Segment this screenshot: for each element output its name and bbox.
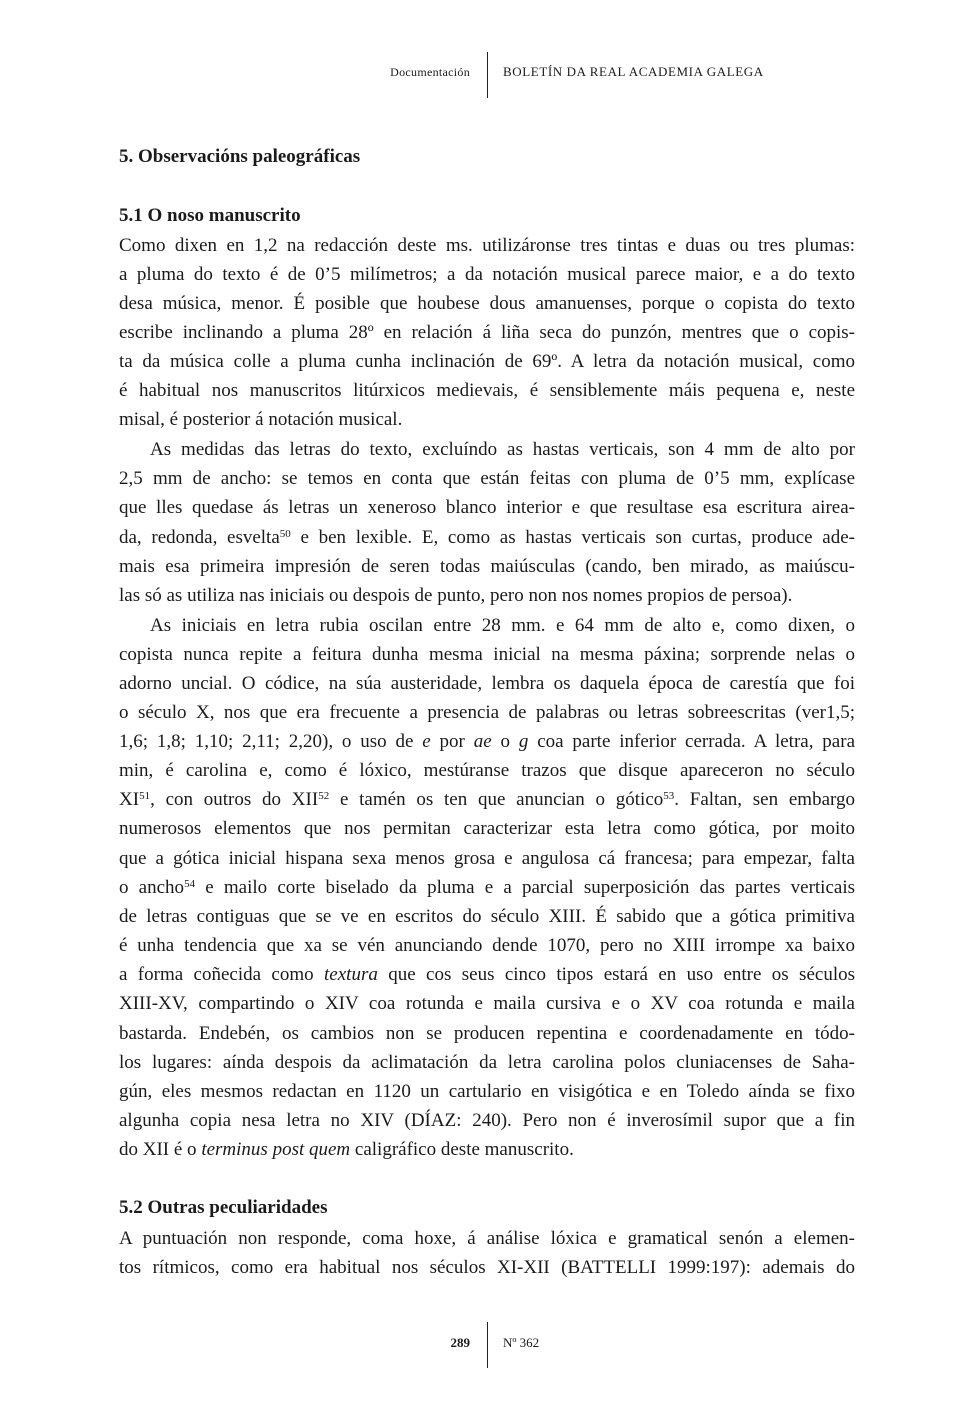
text-line (119, 351, 855, 373)
subsection-heading-5-1: 5.1 O noso manuscrito (119, 205, 301, 226)
text-segment: As medidas das letras do texto, excluíndo as hastas verticais, son 4 mm de alto por (150, 439, 855, 460)
italic-text: terminus post quem (201, 1139, 351, 1160)
text-segment: a forma coñecida como (119, 964, 325, 985)
text-segment: o ancho (119, 877, 185, 898)
text-segment: que a gótica inicial hispana sexa menos grosa e angulosa cá francesa; para empezar, falta (119, 848, 855, 869)
text-line (119, 935, 855, 957)
footnote-ref: 53 (663, 790, 675, 802)
text-line (119, 789, 855, 811)
text-segment: numerosos elementos que nos permitan caracterizar esta letra como gótica, por moito (119, 818, 855, 839)
text-segment: los lugares: aínda despois da aclimatación da letra carolina polos cluniacenses de Saha- (119, 1052, 855, 1073)
text-segment: da, redonda, esvelta (119, 527, 280, 548)
text-segment: . Faltan, sen embargo (674, 789, 856, 810)
text-segment: escribe inclinando a pluma 28º en relación á liña seca do punzón, mentres que o copis- (119, 322, 855, 343)
italic-text: g (518, 731, 529, 752)
text-segment: ta da música colle a pluma cunha inclinación de 69º. A letra da notación musical, como (119, 351, 855, 372)
footnote-ref: 54 (184, 878, 196, 890)
text-line (119, 585, 855, 607)
text-segment: e mailo corte biselado da pluma e a parcial superposición das partes verticais (195, 877, 855, 898)
text-segment: e ben lexible. E, como as hastas verticais son curtas, produce ade- (290, 527, 855, 548)
footnote-ref: 52 (318, 790, 330, 802)
text-segment: desa música, menor. É posible que houbese dous amanuenses, porque o copista do texto (119, 293, 855, 314)
running-header-journal: BOLETÍN DA REAL ACADEMIA GALEGA (503, 64, 764, 79)
text-line (119, 1081, 855, 1103)
text-segment: que lles quedase ás letras un xeneroso blanco interior e que resultase esa escritura airea- (119, 497, 855, 518)
text-segment: algunha copia nesa letra no XIV (DÍAZ: 240). Pero non é inverosímil supor que a fin (119, 1110, 855, 1131)
text-line (119, 848, 855, 870)
text-line (119, 760, 855, 782)
footnote-ref: 51 (139, 790, 151, 802)
text-segment: o século X, nos que era frecuente a presencia de palabras ou letras sobreescritas (ver1,5; (119, 702, 855, 723)
text-segment: As iniciais en letra rubia oscilan entre 28 mm. e 64 mm de alto e, como dixen, o (150, 615, 855, 636)
text-line (119, 993, 855, 1015)
text-segment: de letras contiguas que se ve en escritos do século XIII. É sabido que a gótica primitiva (119, 906, 855, 927)
text-line (119, 235, 855, 257)
section-heading: 5. Observacións paleográficas (119, 146, 361, 167)
text-line (119, 380, 855, 402)
text-segment: a pluma do texto é de 0’5 milímetros; a da notación musical parece maior, e a do texto (119, 264, 855, 285)
text-line (119, 644, 855, 666)
text-line (119, 702, 855, 724)
text-line (119, 322, 855, 344)
footer-divider (487, 1322, 488, 1368)
text-segment: , con outros do XII (150, 789, 319, 810)
text-segment: tos rítmicos, como era habitual nos séculos XI-XII (BATTELLI 1999:197): ademais do (119, 1257, 855, 1278)
text-segment: las só as utiliza nas iniciais ou despois de punto, pero non nos nomes propios de persoa). (119, 585, 793, 606)
issue-number: Nº 362 (503, 1335, 540, 1350)
text-segment: 2,5 mm de ancho: se temos en conta que están feitas con pluma de 0’5 mm, explícase (119, 468, 855, 489)
text-line (119, 1257, 855, 1279)
text-segment: o (491, 731, 519, 752)
text-segment: gún, eles mesmos redactan en 1120 un cartulario en visigótica e en Toledo aínda se fixo (119, 1081, 855, 1102)
text-segment: A puntuación non responde, coma hoxe, á análise lóxica e gramatical senón a elemen- (119, 1228, 855, 1249)
text-segment: adorno uncial. O códice, na súa austeridade, lembra os daquela época de carestía que foi (119, 673, 855, 694)
text-segment: copista nunca repite a feitura dunha mesma inicial na mesma páxina; sorprende nelas o (119, 644, 855, 665)
text-segment: coa parte inferior cerrada. A letra, para (528, 731, 855, 752)
header-divider (487, 52, 488, 98)
text-line (119, 1110, 855, 1132)
text-line (119, 527, 855, 549)
text-line (150, 615, 855, 637)
text-line (119, 964, 855, 986)
italic-text: textura (324, 964, 378, 985)
italic-text: e (422, 731, 431, 752)
footnote-ref: 50 (279, 528, 291, 540)
text-segment: é habitual nos manuscritos litúrxicos medievais, é sensiblemente máis pequena e, neste (119, 380, 855, 401)
text-line (119, 556, 855, 578)
text-line (119, 877, 855, 899)
text-segment: Como dixen en 1,2 na redacción deste ms. utilizáronse tres tintas e duas ou tres plumas: (119, 235, 855, 256)
subsection-heading-5-2: 5.2 Outras peculiaridades (119, 1197, 328, 1218)
text-line (150, 439, 855, 461)
text-segment: misal, é posterior á notación musical. (119, 409, 403, 430)
text-line (119, 673, 855, 695)
text-line (119, 1228, 855, 1250)
text-segment: que cos seus cinco tipos estará en uso entre os séculos (377, 964, 855, 985)
text-segment: do XII é o (119, 1139, 202, 1160)
page-number: 289 (450, 1335, 470, 1350)
text-line (119, 497, 855, 519)
text-line (119, 468, 855, 490)
text-line (119, 1139, 855, 1161)
text-line (119, 409, 855, 431)
italic-text: ae (473, 731, 492, 752)
text-line (119, 264, 855, 286)
text-segment: min, é carolina e, como é lóxico, mestúranse trazos que disque apareceron no século (119, 760, 855, 781)
text-segment: por (430, 731, 474, 752)
text-line (119, 1052, 855, 1074)
running-header-section: Documentación (390, 65, 470, 79)
text-line (119, 293, 855, 315)
text-line (119, 731, 855, 753)
text-segment: caligráfico deste manuscrito. (350, 1139, 574, 1160)
text-segment: 1,6; 1,8; 1,10; 2,11; 2,20), o uso de (119, 731, 423, 752)
text-line (119, 818, 855, 840)
text-segment: XIII-XV, compartindo o XIV coa rotunda e maila cursiva e o XV coa rotunda e maila (119, 993, 855, 1014)
text-segment: e tamén os ten que anuncian o gótico (329, 789, 664, 810)
text-segment: mais esa primeira impresión de seren todas maiúsculas (cando, ben mirado, as maiúscu- (119, 556, 855, 577)
text-line (119, 906, 855, 928)
text-segment: é unha tendencia que xa se vén anunciando dende 1070, pero no XIII irrompe xa baixo (119, 935, 855, 956)
text-segment: XI (119, 789, 140, 810)
text-line (119, 1023, 855, 1045)
text-segment: bastarda. Endebén, os cambios non se producen repentina e coordenadamente en tódo- (119, 1023, 855, 1044)
